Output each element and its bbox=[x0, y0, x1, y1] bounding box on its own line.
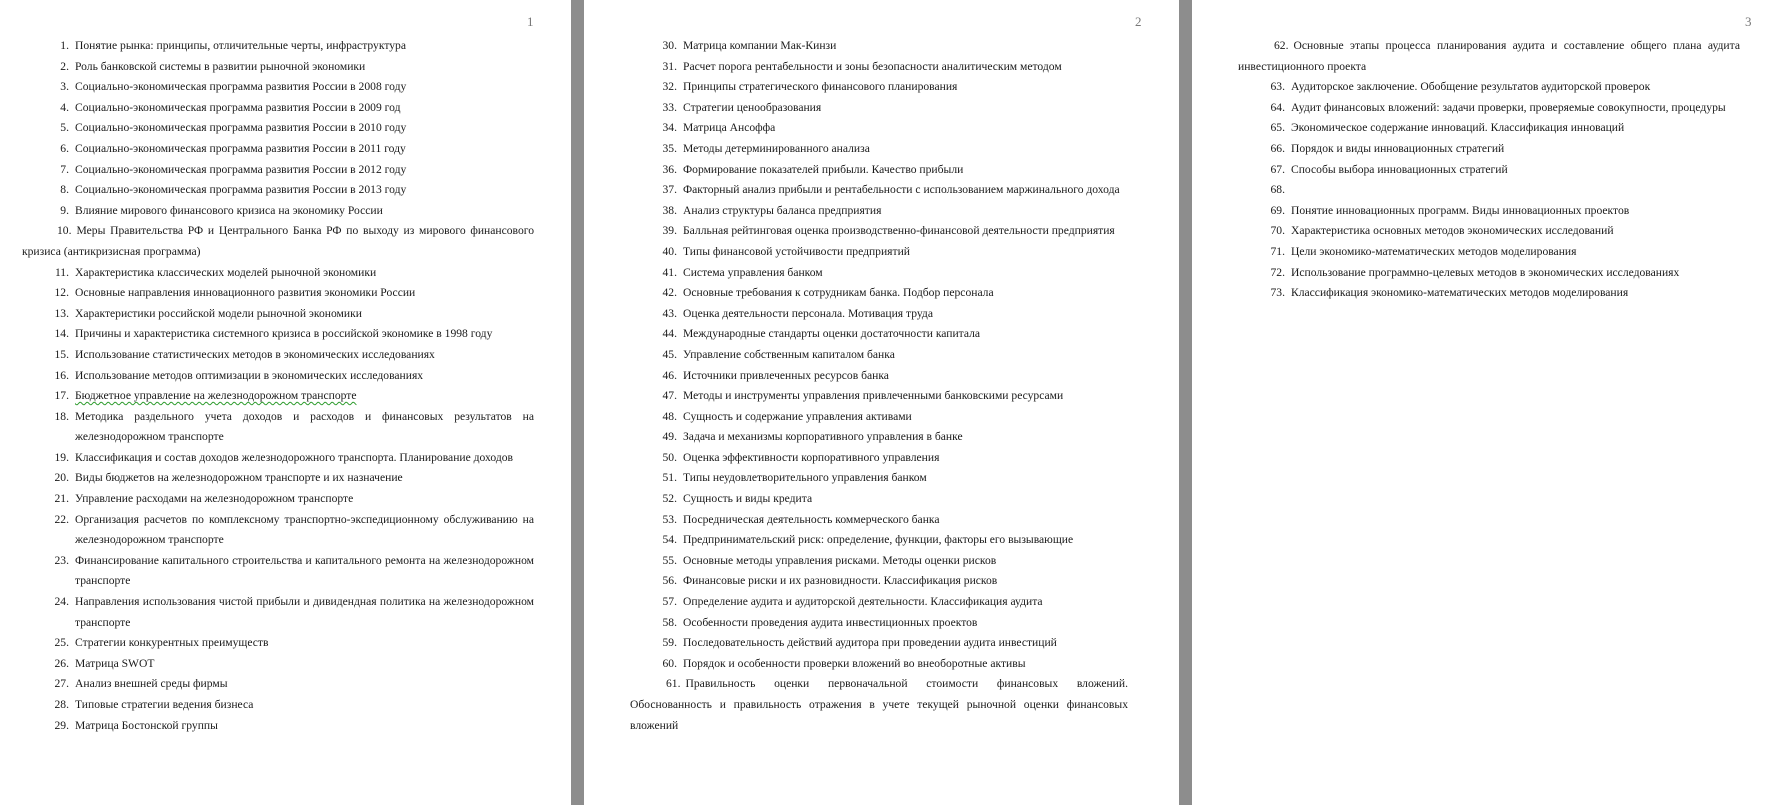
list-item-number: 13. bbox=[54, 306, 69, 320]
list-item-text: Виды бюджетов на железнодорожном транспорте и их назначение bbox=[75, 471, 403, 485]
list-item bbox=[22, 448, 534, 469]
list-item-number: 19. bbox=[54, 450, 69, 464]
list-item-number: 4. bbox=[60, 100, 69, 114]
list-item-text: Анализ структуры баланса предприятия bbox=[683, 203, 882, 217]
list-item-text: Стратегии конкурентных преимуществ bbox=[75, 636, 269, 650]
list-item-number: 37. bbox=[662, 183, 677, 197]
list-item-text: Методы и инструменты управления привлеченными банковскими ресурсами bbox=[683, 389, 1064, 403]
list-item-number: 69. bbox=[1270, 203, 1285, 217]
list-item bbox=[630, 36, 1128, 57]
list-item bbox=[22, 201, 534, 222]
list-item-text: Сущность и содержание управления активами bbox=[683, 409, 912, 423]
list-item-text: Расчет порога рентабельности и зоны безопасности аналитическим методом bbox=[683, 59, 1062, 73]
list-item-text: Использование методов оптимизации в экономических исследованиях bbox=[75, 368, 424, 382]
list-item-text: Основные направления инновационного развития экономики России bbox=[75, 286, 416, 300]
list-item-number: 73. bbox=[1270, 286, 1285, 300]
list-item-number: 64. bbox=[1270, 100, 1285, 114]
list-item-number: 25. bbox=[54, 636, 69, 650]
list-item-text: Социально-экономическая программа развития России в 2012 году bbox=[75, 162, 407, 176]
document-page-3[interactable] bbox=[1192, 0, 1772, 805]
list-item-text: Оценка деятельности персонала. Мотивация труда bbox=[683, 306, 933, 320]
list-item bbox=[1238, 139, 1740, 160]
list-item bbox=[22, 160, 534, 181]
list-item bbox=[630, 510, 1128, 531]
list-item-number: 21. bbox=[54, 492, 69, 506]
list-item-text: Социально-экономическая программа развития России в 2009 год bbox=[75, 100, 401, 114]
list-item-text: Влияние мирового финансового кризиса на экономику России bbox=[75, 203, 383, 217]
list-item bbox=[22, 489, 534, 510]
list-item bbox=[1238, 283, 1740, 304]
list-item-text: Основные требования к сотрудникам банка. Подбор персонала bbox=[683, 286, 994, 300]
numbered-list bbox=[22, 36, 534, 736]
list-item bbox=[1238, 242, 1740, 263]
list-item bbox=[630, 180, 1128, 201]
list-item-number: 7. bbox=[60, 162, 69, 176]
list-item bbox=[1238, 221, 1740, 242]
list-item-text: Матрица компании Мак-Кинзи bbox=[683, 39, 837, 52]
list-item-number: 50. bbox=[662, 450, 677, 464]
list-item-number: 5. bbox=[60, 121, 69, 135]
list-item-number: 54. bbox=[662, 533, 677, 547]
list-item-number: 3. bbox=[60, 80, 69, 94]
list-item-number: 66. bbox=[1270, 141, 1285, 155]
list-item-number: 32. bbox=[662, 80, 677, 94]
list-item-text: Порядок и особенности проверки вложений во внеоборотные активы bbox=[683, 656, 1026, 670]
list-item bbox=[22, 324, 534, 345]
list-item bbox=[22, 98, 534, 119]
list-item-number: 46. bbox=[662, 368, 677, 382]
list-item bbox=[630, 592, 1128, 613]
list-item-number: 15. bbox=[54, 347, 69, 361]
list-item bbox=[1238, 263, 1740, 284]
list-item-number: 33. bbox=[662, 100, 677, 114]
list-item-text: Типы неудовлетворительного управления банком bbox=[683, 471, 927, 485]
list-item-number: 57. bbox=[662, 595, 677, 609]
list-item bbox=[630, 571, 1128, 592]
list-item-text: Матрица SWOT bbox=[75, 656, 155, 670]
list-item-number: 43. bbox=[662, 306, 677, 320]
list-item bbox=[22, 592, 534, 633]
list-item bbox=[22, 366, 534, 387]
list-item-text: Причины и характеристика системного кризиса в российской экономике в 1998 году bbox=[75, 327, 493, 341]
list-item-text: Использование программно-целевых методов в экономических исследованиях bbox=[1291, 265, 1680, 279]
list-item-number: 72. bbox=[1270, 265, 1285, 279]
list-item bbox=[22, 695, 534, 716]
list-item-text: Стратегии ценообразования bbox=[683, 100, 822, 114]
list-item bbox=[630, 386, 1128, 407]
list-item-text: Источники привлеченных ресурсов банка bbox=[683, 368, 889, 382]
list-item-number: 11. bbox=[54, 265, 69, 279]
list-item-text: Аудиторское заключение. Обобщение результатов аудиторской проверок bbox=[1291, 80, 1651, 94]
list-item-text: Порядок и виды инновационных стратегий bbox=[1291, 141, 1505, 155]
list-item bbox=[22, 263, 534, 284]
list-item-number: 56. bbox=[662, 574, 677, 588]
list-item bbox=[22, 386, 534, 407]
list-item-text: Бюджетное управление на железнодорожном транспорте bbox=[75, 389, 357, 403]
list-item-text: Задача и механизмы корпоративного управления в банке bbox=[683, 430, 963, 444]
list-item-text: Типовые стратегии ведения бизнеса bbox=[75, 698, 254, 711]
list-item bbox=[630, 160, 1128, 181]
page-number: 2 bbox=[1135, 14, 1142, 29]
numbered-list bbox=[1238, 36, 1740, 304]
list-item bbox=[630, 468, 1128, 489]
list-item-text: Финансирование капитального строительства и капитального ремонта на железнодорожном транспорте bbox=[75, 553, 534, 588]
list-item-number: 44. bbox=[662, 327, 677, 341]
list-item-text: Правильность оценки первоначальной стоимости финансовых вложений. Обоснованность и правильность отражения в учете текущей рыночной оценки финансовых вложений bbox=[630, 677, 1128, 732]
list-item bbox=[630, 345, 1128, 366]
list-item-text: Особенности проведения аудита инвестиционных проектов bbox=[683, 615, 978, 629]
list-item-text: Методика раздельного учета доходов и расходов и финансовых результатов на железнодорожном транспорте bbox=[75, 409, 534, 444]
list-item bbox=[22, 407, 534, 448]
list-item-number: 20. bbox=[54, 471, 69, 485]
list-item bbox=[630, 633, 1128, 654]
list-item-text: Оценка эффективности корпоративного управления bbox=[683, 450, 940, 464]
list-item-text: Способы выбора инновационных стратегий bbox=[1291, 162, 1508, 176]
list-item-number: 59. bbox=[662, 636, 677, 650]
list-item-text: Формирование показателей прибыли. Качество прибыли bbox=[683, 162, 964, 176]
list-item-text: Использование статистических методов в экономических исследованиях bbox=[75, 347, 435, 361]
list-item-text: Основные методы управления рисками. Методы оценки рисков bbox=[683, 553, 997, 567]
list-item-text: Понятие инновационных программ. Виды инновационных проектов bbox=[1291, 203, 1630, 217]
list-item-text: Цели экономико-математических методов моделирования bbox=[1291, 244, 1577, 258]
list-item bbox=[630, 674, 1128, 736]
list-item-number: 58. bbox=[662, 615, 677, 629]
list-item bbox=[1238, 118, 1740, 139]
list-item-number: 14. bbox=[54, 327, 69, 341]
list-item bbox=[630, 324, 1128, 345]
list-item-number: 31. bbox=[662, 59, 677, 73]
list-item bbox=[22, 654, 534, 675]
list-item-number: 39. bbox=[662, 224, 677, 238]
list-item bbox=[630, 427, 1128, 448]
list-item-number: 1. bbox=[60, 39, 69, 52]
list-item bbox=[22, 510, 534, 551]
list-item-number: 45. bbox=[662, 347, 677, 361]
list-item-number: 12. bbox=[54, 286, 69, 300]
list-item bbox=[22, 468, 534, 489]
list-item bbox=[630, 139, 1128, 160]
list-item-number: 16. bbox=[54, 368, 69, 382]
list-item bbox=[1238, 180, 1740, 201]
list-item-text: Роль банковской системы в развитии рыночной экономики bbox=[75, 59, 366, 73]
list-item-text: Понятие рынка: принципы, отличительные черты, инфраструктура bbox=[75, 39, 406, 52]
list-item-number: 53. bbox=[662, 512, 677, 526]
list-item bbox=[630, 551, 1128, 572]
list-item-number: 61. bbox=[666, 677, 681, 691]
list-item-text: Балльная рейтинговая оценка производственно-финансовой деятельности предприятия bbox=[683, 224, 1115, 238]
list-item-number: 36. bbox=[662, 162, 677, 176]
list-item-number: 10. bbox=[57, 224, 72, 238]
list-item-number: 24. bbox=[54, 595, 69, 609]
list-item-text: Социально-экономическая программа развития России в 2010 году bbox=[75, 121, 407, 135]
list-item bbox=[1238, 36, 1740, 77]
list-item-number: 34. bbox=[662, 121, 677, 135]
list-item-number: 42. bbox=[662, 286, 677, 300]
list-item bbox=[630, 530, 1128, 551]
list-item-number: 41. bbox=[662, 265, 677, 279]
numbered-list bbox=[630, 36, 1128, 736]
list-item-number: 48. bbox=[662, 409, 677, 423]
list-item-text: Управление расходами на железнодорожном транспорте bbox=[75, 492, 354, 506]
list-item-number: 18. bbox=[54, 409, 69, 423]
list-item bbox=[630, 57, 1128, 78]
list-item bbox=[630, 201, 1128, 222]
list-item-number: 51. bbox=[662, 471, 677, 485]
list-item bbox=[1238, 77, 1740, 98]
list-item-text: Сущность и виды кредита bbox=[683, 492, 813, 506]
list-item-text: Классификация и состав доходов железнодорожного транспорта. Планирование доходов bbox=[75, 450, 514, 464]
list-item-number: 63. bbox=[1270, 80, 1285, 94]
list-item bbox=[1238, 160, 1740, 181]
list-item-number: 6. bbox=[60, 141, 69, 155]
list-item-text: Система управления банком bbox=[683, 265, 823, 279]
list-item bbox=[630, 221, 1128, 242]
list-item-number: 35. bbox=[662, 141, 677, 155]
list-item-number: 29. bbox=[54, 718, 69, 732]
list-item-text: Матрица Ансоффа bbox=[683, 121, 776, 135]
list-item-text: Меры Правительства РФ и Центрального Банка РФ по выходу из мирового финансового кризиса (антикризисная программа) bbox=[22, 224, 534, 258]
list-item-number: 38. bbox=[662, 203, 677, 217]
list-item-number: 28. bbox=[54, 698, 69, 711]
list-item bbox=[22, 57, 534, 78]
list-item-text: Принципы стратегического финансового планирования bbox=[683, 80, 958, 94]
list-item-text: Анализ внешней среды фирмы bbox=[75, 677, 228, 691]
list-item-number: 62. bbox=[1274, 39, 1289, 52]
list-item bbox=[22, 674, 534, 695]
list-item-number: 9. bbox=[60, 203, 69, 217]
list-item-number: 68. bbox=[1270, 183, 1285, 197]
list-item bbox=[22, 180, 534, 201]
list-item bbox=[630, 77, 1128, 98]
list-item bbox=[22, 345, 534, 366]
list-item-number: 67. bbox=[1270, 162, 1285, 176]
list-item bbox=[22, 304, 534, 325]
list-item bbox=[630, 283, 1128, 304]
list-item bbox=[1238, 201, 1740, 222]
list-item-number: 65. bbox=[1270, 121, 1285, 135]
list-item-text: Методы детерминированного анализа bbox=[683, 141, 870, 155]
list-item-number: 8. bbox=[60, 183, 69, 197]
list-item-text: Организация расчетов по комплексному транспортно-экспедиционному обслуживанию на железнодорожном транспорте bbox=[75, 512, 534, 547]
page-number: 1 bbox=[527, 14, 534, 29]
list-item-number: 17. bbox=[54, 389, 69, 403]
list-item-text: Международные стандарты оценки достаточности капитала bbox=[683, 327, 981, 341]
list-item bbox=[22, 77, 534, 98]
list-item-text: Характеристики российской модели рыночной экономики bbox=[75, 306, 362, 320]
page-number: 3 bbox=[1745, 14, 1752, 29]
list-item-number: 47. bbox=[662, 389, 677, 403]
list-item-text: Характеристика основных методов экономических исследований bbox=[1291, 224, 1614, 238]
list-item bbox=[630, 242, 1128, 263]
list-item-text: Финансовые риски и их разновидности. Классификация рисков bbox=[683, 574, 998, 588]
list-item-number: 70. bbox=[1270, 224, 1285, 238]
list-item bbox=[22, 139, 534, 160]
document-page-2[interactable] bbox=[584, 0, 1179, 805]
list-item-text: Социально-экономическая программа развития России в 2011 году bbox=[75, 141, 406, 155]
list-item-number: 52. bbox=[662, 492, 677, 506]
list-item-number: 22. bbox=[54, 512, 69, 526]
list-item bbox=[630, 613, 1128, 634]
list-item bbox=[630, 489, 1128, 510]
list-item-text: Классификация экономико-математических методов моделирования bbox=[1291, 286, 1629, 300]
list-item-text: Матрица Бостонской группы bbox=[75, 718, 218, 732]
list-item bbox=[630, 304, 1128, 325]
list-item-text: Управление собственным капиталом банка bbox=[683, 347, 895, 361]
list-item-text: Определение аудита и аудиторской деятельности. Классификация аудита bbox=[683, 595, 1043, 609]
list-item-text: Аудит финансовых вложений: задачи проверки, проверяемые совокупности, процедуры bbox=[1291, 100, 1726, 114]
list-item-number: 71. bbox=[1270, 244, 1285, 258]
list-item-text: Экономическое содержание инноваций. Классификация инноваций bbox=[1291, 121, 1625, 135]
list-item-text: Характеристика классических моделей рыночной экономики bbox=[75, 265, 377, 279]
list-item bbox=[630, 366, 1128, 387]
list-item-text: Социально-экономическая программа развития России в 2013 году bbox=[75, 183, 407, 197]
list-item bbox=[22, 633, 534, 654]
list-item bbox=[22, 716, 534, 737]
list-item bbox=[630, 263, 1128, 284]
list-item bbox=[630, 98, 1128, 119]
list-item-number: 2. bbox=[60, 59, 69, 73]
list-item-number: 60. bbox=[662, 656, 677, 670]
list-item-number: 49. bbox=[662, 430, 677, 444]
list-item-number: 23. bbox=[54, 553, 69, 567]
document-page-1[interactable] bbox=[0, 0, 571, 805]
list-item bbox=[630, 654, 1128, 675]
list-item bbox=[1238, 98, 1740, 119]
list-item-text: Предпринимательский риск: определение, функции, факторы его вызывающие bbox=[683, 533, 1074, 547]
list-item-text: Основные этапы процесса планирования аудита и составление общего плана аудита инвестиционного проекта bbox=[1238, 39, 1740, 73]
list-item bbox=[630, 448, 1128, 469]
list-item-text bbox=[1291, 180, 1740, 201]
list-item bbox=[22, 283, 534, 304]
list-item-text: Типы финансовой устойчивости предприятий bbox=[683, 244, 910, 258]
list-item-text: Социально-экономическая программа развития России в 2008 году bbox=[75, 80, 407, 94]
list-item bbox=[630, 118, 1128, 139]
list-item bbox=[22, 118, 534, 139]
list-item-number: 26. bbox=[54, 656, 69, 670]
list-item bbox=[22, 551, 534, 592]
list-item-text: Посредническая деятельность коммерческого банка bbox=[683, 512, 940, 526]
list-item bbox=[630, 407, 1128, 428]
list-item-number: 55. bbox=[662, 553, 677, 567]
list-item-text: Направления использования чистой прибыли и дивидендная политика на железнодорожном транспорте bbox=[75, 595, 534, 629]
list-item-text: Последовательность действий аудитора при проведении аудита инвестиций bbox=[683, 636, 1057, 650]
list-item-number: 30. bbox=[662, 39, 677, 52]
list-item bbox=[22, 36, 534, 57]
list-item-number: 27. bbox=[54, 677, 69, 691]
list-item bbox=[22, 221, 534, 262]
list-item-number: 40. bbox=[662, 244, 677, 258]
list-item-text: Факторный анализ прибыли и рентабельности с использованием маржинального дохода bbox=[683, 183, 1120, 197]
